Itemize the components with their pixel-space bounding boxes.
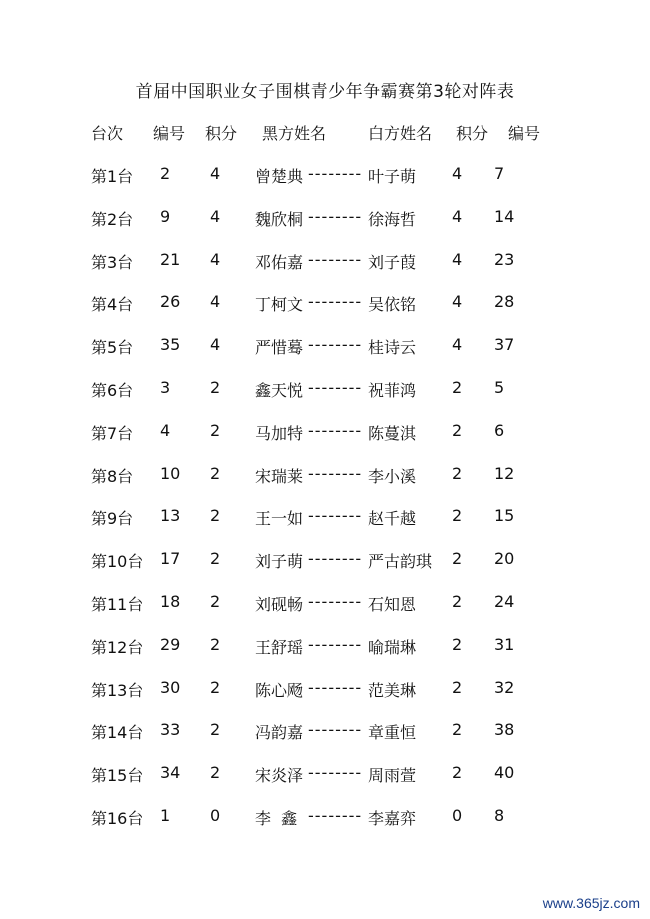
table-header <box>0 121 650 145</box>
table-row <box>0 549 650 573</box>
black-score-cell: 0 <box>210 806 221 825</box>
board-cell: 第11台 <box>91 595 144 614</box>
white-no-cell: 15 <box>494 506 515 526</box>
board-cell: 第6台 <box>91 381 134 400</box>
black-score-cell: 2 <box>210 763 221 783</box>
black-name-cell: 刘砚畅 <box>255 595 304 614</box>
black-score-cell: 2 <box>210 506 221 526</box>
separator: -------- <box>308 806 363 825</box>
board-cell: 第3台 <box>91 252 134 272</box>
black-name-cell: 丁柯文 <box>255 295 304 315</box>
table-row <box>0 164 650 188</box>
white-score-cell: 2 <box>452 592 463 611</box>
separator: -------- <box>308 335 363 355</box>
table-row <box>0 763 650 787</box>
separator: -------- <box>308 592 363 611</box>
white-name-cell: 严古韵琪 <box>368 552 433 572</box>
table-row <box>0 720 650 744</box>
separator: -------- <box>308 420 363 440</box>
white-no-cell: 6 <box>494 420 505 440</box>
white-name-cell: 李小溪 <box>368 466 417 486</box>
black-score-cell: 4 <box>210 164 221 183</box>
white-no-cell: 31 <box>494 634 515 654</box>
header-white-no: 编号 <box>508 124 541 143</box>
separator: -------- <box>308 206 363 226</box>
white-no-cell: 20 <box>494 549 515 569</box>
header-black-name: 黑方姓名 <box>262 124 327 143</box>
white-name-cell: 刘子葭 <box>368 252 417 272</box>
white-no-cell: 24 <box>494 592 515 611</box>
white-name-cell: 范美琳 <box>368 680 417 700</box>
watermark: www.365jz.com <box>542 895 640 911</box>
table-row <box>0 292 650 316</box>
black-score-cell: 2 <box>210 592 221 611</box>
header-white-name: 白方姓名 <box>368 124 433 143</box>
black-no-cell: 13 <box>160 506 181 526</box>
black-no-cell: 34 <box>160 763 181 783</box>
black-no-cell: 10 <box>160 463 181 483</box>
white-name-cell: 周雨萱 <box>368 766 417 786</box>
black-name-cell: 宋瑞莱 <box>255 466 304 486</box>
white-no-cell: 7 <box>494 164 505 183</box>
header-black-no: 编号 <box>153 124 186 143</box>
white-name-cell: 章重恒 <box>368 723 417 743</box>
white-score-cell: 2 <box>452 506 463 526</box>
separator: -------- <box>308 763 363 783</box>
black-score-cell: 4 <box>210 249 221 269</box>
board-cell: 第9台 <box>91 509 134 529</box>
board-cell: 第5台 <box>91 338 134 358</box>
separator: -------- <box>308 549 363 569</box>
white-score-cell: 2 <box>452 549 463 569</box>
white-name-cell: 石知恩 <box>368 595 417 614</box>
table-row <box>0 464 650 488</box>
white-name-cell: 叶子萌 <box>368 167 417 186</box>
white-no-cell: 14 <box>494 206 515 226</box>
black-name-cell: 王舒瑶 <box>255 637 304 657</box>
black-name-cell: 刘子萌 <box>255 552 304 572</box>
table-row <box>0 250 650 274</box>
table-row <box>0 506 650 530</box>
black-name-cell: 陈心飏 <box>255 680 304 700</box>
header-white-score: 积分 <box>456 124 489 143</box>
separator: -------- <box>308 378 363 397</box>
black-name-cell: 冯韵嘉 <box>255 723 304 743</box>
table-row <box>0 806 650 830</box>
black-no-cell: 30 <box>160 677 181 697</box>
separator: -------- <box>308 720 363 740</box>
white-no-cell: 23 <box>494 249 515 269</box>
board-cell: 第2台 <box>91 209 134 229</box>
black-score-cell: 4 <box>210 292 221 312</box>
white-no-cell: 8 <box>494 806 505 825</box>
table-row <box>0 678 650 702</box>
white-no-cell: 37 <box>494 335 515 355</box>
white-name-cell: 陈蔓淇 <box>368 423 417 443</box>
black-name-cell: 邓佑嘉 <box>255 252 304 272</box>
black-name-cell: 严惜蓦 <box>255 338 304 358</box>
board-cell: 第10台 <box>91 552 144 572</box>
black-score-cell: 2 <box>210 463 221 483</box>
separator: -------- <box>308 292 363 312</box>
white-score-cell: 2 <box>452 420 463 440</box>
black-score-cell: 2 <box>210 677 221 697</box>
black-name-cell: 王一如 <box>255 509 304 529</box>
black-no-cell: 26 <box>160 292 181 312</box>
white-score-cell: 2 <box>452 763 463 783</box>
white-score-cell: 4 <box>452 292 463 312</box>
board-cell: 第16台 <box>91 809 144 828</box>
black-score-cell: 2 <box>210 549 221 569</box>
table-row <box>0 592 650 616</box>
page-title: 首届中国职业女子围棋青少年争霸赛第3轮对阵表 <box>135 82 515 102</box>
header-board: 台次 <box>91 124 124 143</box>
separator: -------- <box>308 164 363 183</box>
black-no-cell: 9 <box>160 206 171 226</box>
white-score-cell: 4 <box>452 249 463 269</box>
black-score-cell: 4 <box>210 335 221 355</box>
white-no-cell: 32 <box>494 677 515 697</box>
white-no-cell: 28 <box>494 292 515 312</box>
white-no-cell: 12 <box>494 463 515 483</box>
table-row <box>0 421 650 445</box>
board-cell: 第1台 <box>91 167 134 186</box>
board-cell: 第8台 <box>91 466 134 486</box>
separator: -------- <box>308 463 363 483</box>
black-score-cell: 2 <box>210 378 221 397</box>
separator: -------- <box>308 249 363 269</box>
white-name-cell: 祝菲鸿 <box>368 381 417 400</box>
white-score-cell: 0 <box>452 806 463 825</box>
white-name-cell: 桂诗云 <box>368 338 417 358</box>
black-name-cell: 曾楚典 <box>255 167 304 186</box>
header-black-score: 积分 <box>205 124 238 143</box>
board-cell: 第15台 <box>91 766 144 786</box>
black-no-cell: 18 <box>160 592 181 611</box>
separator: -------- <box>308 677 363 697</box>
white-score-cell: 2 <box>452 720 463 740</box>
separator: -------- <box>308 634 363 654</box>
board-cell: 第7台 <box>91 423 134 443</box>
white-score-cell: 2 <box>452 463 463 483</box>
black-score-cell: 4 <box>210 206 221 226</box>
board-cell: 第12台 <box>91 637 144 657</box>
white-no-cell: 5 <box>494 378 505 397</box>
white-name-cell: 喻瑞琳 <box>368 637 417 657</box>
table-row <box>0 207 650 231</box>
black-no-cell: 3 <box>160 378 171 397</box>
white-name-cell: 吴依铭 <box>368 295 417 315</box>
black-name-cell: 鑫天悦 <box>255 381 304 400</box>
black-no-cell: 17 <box>160 549 181 569</box>
black-no-cell: 1 <box>160 806 171 825</box>
black-score-cell: 2 <box>210 634 221 654</box>
white-name-cell: 徐海哲 <box>368 209 417 229</box>
board-cell: 第13台 <box>91 680 144 700</box>
white-no-cell: 40 <box>494 763 515 783</box>
table-row <box>0 378 650 402</box>
board-cell: 第14台 <box>91 723 144 743</box>
white-score-cell: 4 <box>452 206 463 226</box>
black-no-cell: 33 <box>160 720 181 740</box>
white-name-cell: 赵千越 <box>368 509 417 529</box>
black-name-cell: 李 鑫 <box>255 809 298 828</box>
white-name-cell: 李嘉弈 <box>368 809 417 828</box>
black-name-cell: 马加特 <box>255 423 304 443</box>
table-row <box>0 335 650 359</box>
black-no-cell: 2 <box>160 164 171 183</box>
black-score-cell: 2 <box>210 420 221 440</box>
white-score-cell: 4 <box>452 164 463 183</box>
white-score-cell: 2 <box>452 378 463 397</box>
table-row <box>0 635 650 659</box>
black-no-cell: 21 <box>160 249 181 269</box>
white-no-cell: 38 <box>494 720 515 740</box>
black-no-cell: 35 <box>160 335 181 355</box>
separator: -------- <box>308 506 363 526</box>
white-score-cell: 4 <box>452 335 463 355</box>
black-no-cell: 4 <box>160 420 171 440</box>
white-score-cell: 2 <box>452 677 463 697</box>
board-cell: 第4台 <box>91 295 134 315</box>
white-score-cell: 2 <box>452 634 463 654</box>
black-no-cell: 29 <box>160 634 181 654</box>
black-score-cell: 2 <box>210 720 221 740</box>
black-name-cell: 宋炎泽 <box>255 766 304 786</box>
black-name-cell: 魏欣桐 <box>255 209 304 229</box>
